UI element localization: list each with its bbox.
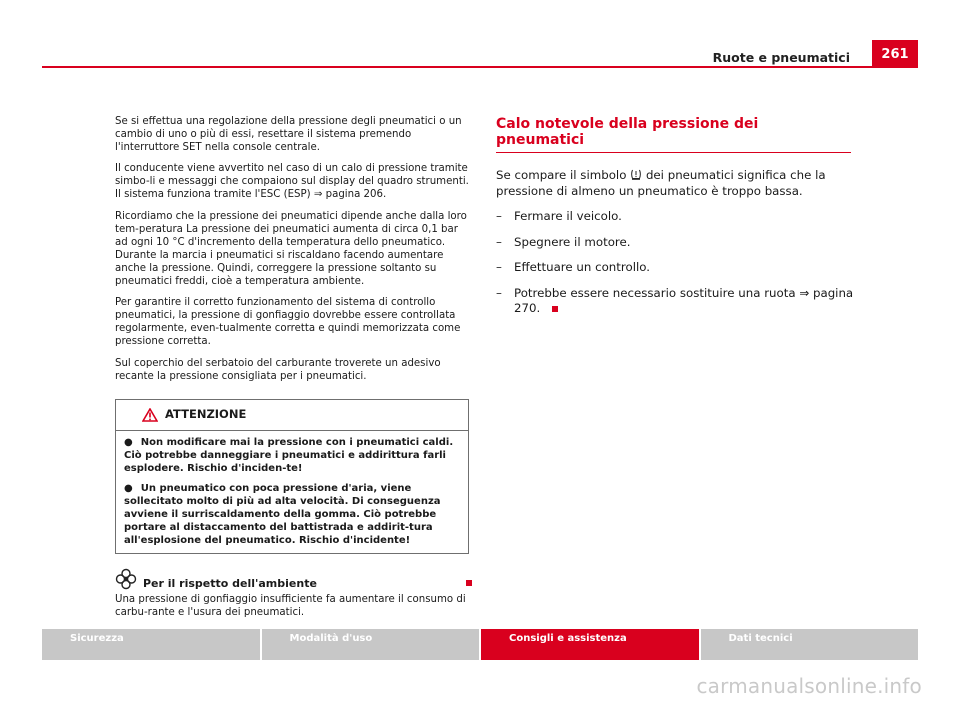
page-number: 261 bbox=[872, 40, 918, 68]
header-rule bbox=[42, 66, 918, 68]
environment-header bbox=[115, 566, 469, 592]
paragraph: Sul coperchio del serbatoio del carburante troverete un adesivo recante la pressione consigliata per i pneumatici. bbox=[115, 357, 441, 382]
bullet-icon: ● bbox=[124, 482, 133, 494]
tab-dati-tecnici[interactable]: Dati tecnici bbox=[701, 629, 919, 660]
environment-text: Una pressione di gonfiaggio insufficiente fa aumentare il consumo di carbu-rante e l'usura dei pneumatici. bbox=[115, 593, 466, 618]
paragraph: Ricordiamo che la pressione dei pneumatici dipende anche dalla loro tem-peratura La pressione dei pneumatici aumenta di circa 0,1 bar ad ogni 10 °C d'incremento della temperatura dello pneumatico. Durante la marcia i pneumatici si riscaldano facendo aumentare anche la pressione. Quindi, correggere la pressione soltanto su pneumatici freddi, cioè a temperatura ambiente. bbox=[115, 210, 467, 288]
warning-title: ATTENZIONE bbox=[165, 407, 247, 422]
tab-sicurezza[interactable]: Sicurezza bbox=[42, 629, 260, 660]
flower-environment-icon bbox=[115, 568, 137, 590]
warning-triangle-icon bbox=[142, 408, 158, 422]
tire-pressure-warning-icon bbox=[630, 168, 642, 180]
section-end-marker bbox=[552, 306, 558, 312]
paragraph: Se si effettua una regolazione della pressione degli pneumatici o un cambio di uno o più di essi, resettare il sistema premendo l'interruttore SET nella console centrale. bbox=[115, 116, 462, 154]
paragraph: Il conducente viene avvertito nel caso di un calo di pressione tramite simbo-li e messaggi che compaiono sul display del quadro strumenti. Il sistema funziona tramite l'ESC (ESP) ⇒ pagina 206. bbox=[115, 163, 469, 201]
intro-paragraph: Se compare il simbolo dei pneumatici significa che la pressione di almeno un pneumatico è troppo bassa. bbox=[496, 168, 826, 198]
section-heading: Calo notevole della pressione dei pneumatici bbox=[496, 116, 851, 153]
tab-consigli-assistenza[interactable]: Consigli e assistenza bbox=[481, 629, 699, 660]
warning-box bbox=[115, 399, 469, 554]
section-title: Ruote e pneumatici bbox=[712, 50, 850, 65]
list-item: – Effettuare un controllo. bbox=[496, 260, 651, 274]
warning-body bbox=[116, 431, 468, 553]
list-item: – Spegnere il motore. bbox=[496, 234, 631, 249]
list-item: – Potrebbe essere necessario sostituire una ruota ⇒ pagina 270. bbox=[496, 285, 854, 315]
right-body bbox=[496, 168, 856, 317]
watermark: carmanualsonline.info bbox=[696, 674, 922, 698]
warning-header bbox=[116, 400, 468, 431]
bullet-icon: ● bbox=[124, 436, 133, 448]
tab-modalita-uso[interactable]: Modalità d'uso bbox=[262, 629, 480, 660]
left-column bbox=[115, 115, 469, 619]
warning-item: ● Un pneumatico con poca pressione d'aria, viene sollecitato molto di più ad alta velocità. Di conseguenza avviene il surriscaldamento della gomma. Ciò potrebbe portare al distaccamento del battistrada e addirit-tura all'esplosione del pneumatico. Rischio d'incidente! bbox=[124, 482, 441, 546]
right-column bbox=[496, 116, 856, 327]
environment-title: Per il rispetto dell'ambiente bbox=[143, 577, 317, 591]
paragraph: Per garantire il corretto funzionamento del sistema di controllo pneumatici, la pressione di gonfiaggio dovrebbe essere controllata regolarmente, even-tualmente corretta e quindi memorizzata come pressione corretta. bbox=[115, 297, 461, 348]
list-item: – Fermare il veicolo. bbox=[496, 209, 622, 223]
warning-item: ● Non modificare mai la pressione con i pneumatici caldi. Ciò potrebbe danneggiare i pneumatici e addirittura farli esplodere. Rischio d'inciden-te! bbox=[124, 436, 454, 474]
chapter-tabs bbox=[42, 629, 918, 660]
section-end-marker bbox=[466, 580, 472, 586]
